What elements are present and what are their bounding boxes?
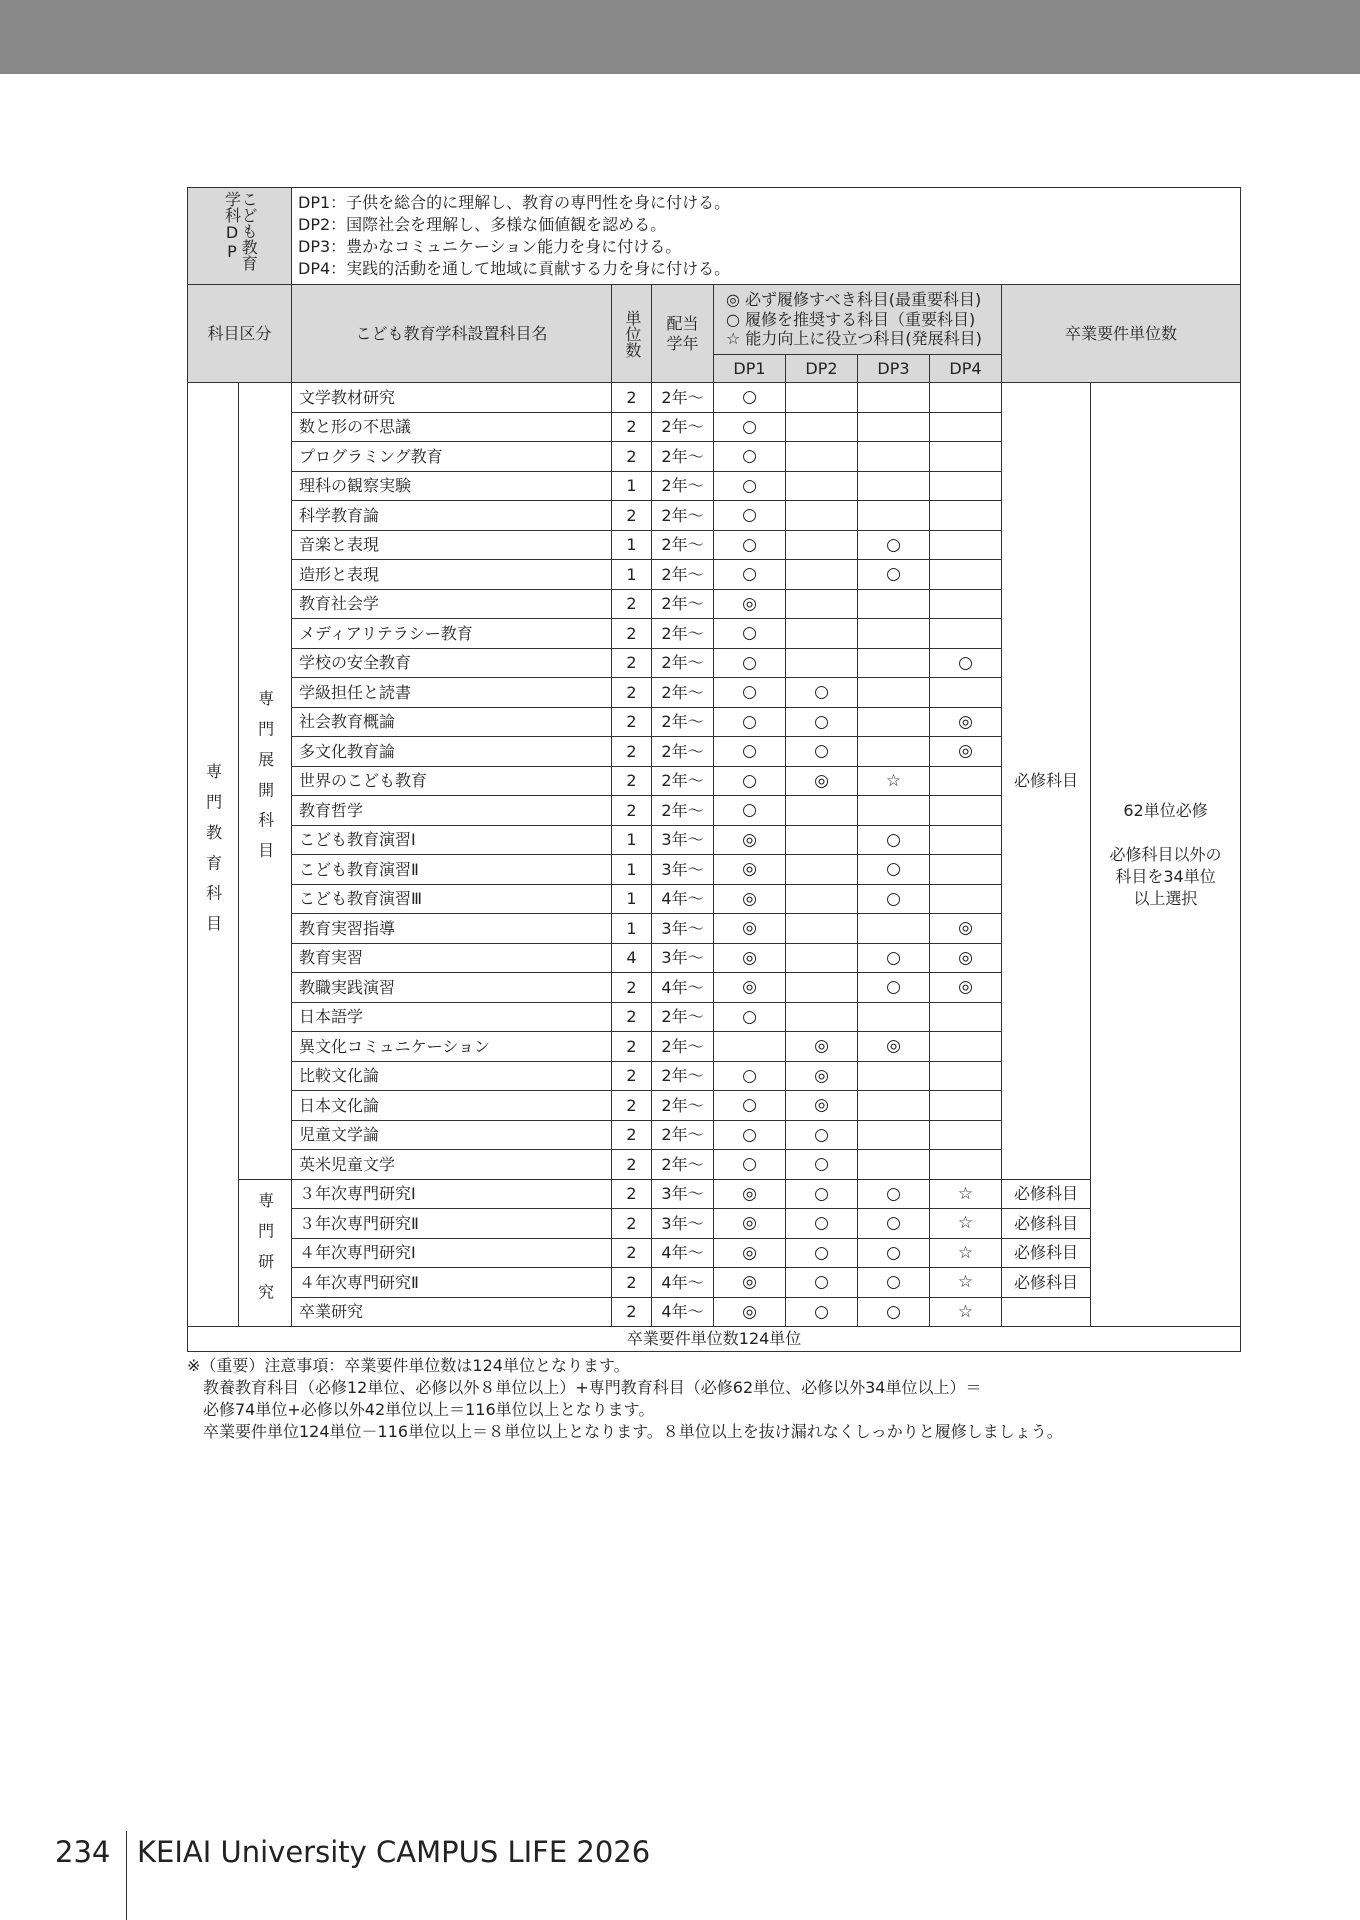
subject-credits: 2 bbox=[612, 412, 652, 442]
dp2-mark bbox=[786, 589, 858, 619]
legend-recommended: ○ 履修を推奨する科目（重要科目) bbox=[726, 309, 976, 329]
subject-year: 2年～ bbox=[652, 1091, 714, 1121]
table-row bbox=[188, 1238, 1241, 1268]
subject-year: 2年～ bbox=[652, 383, 714, 413]
dp4-mark bbox=[930, 1061, 1002, 1091]
total-spacer bbox=[1091, 822, 1240, 844]
subject-credits: 2 bbox=[612, 1297, 652, 1327]
group-a-requirement: 必修科目 bbox=[1002, 383, 1091, 1180]
subject-credits: 2 bbox=[612, 1120, 652, 1150]
subject-credits: 2 bbox=[612, 737, 652, 767]
table-row bbox=[188, 1297, 1241, 1327]
dp4-mark: ☆ bbox=[930, 1179, 1002, 1209]
dp4-mark: ◎ bbox=[930, 914, 1002, 944]
dp4-mark: ☆ bbox=[930, 1297, 1002, 1327]
legend-advanced: ☆ 能力向上に役立つ科目(発展科目) bbox=[726, 329, 982, 349]
dp3-mark bbox=[858, 1061, 930, 1091]
subject-credits: 2 bbox=[612, 973, 652, 1003]
dp3-mark: ○ bbox=[858, 973, 930, 1003]
subject-year: 4年～ bbox=[652, 884, 714, 914]
subject-name: 造形と表現 bbox=[292, 560, 612, 590]
subject-year: 3年～ bbox=[652, 825, 714, 855]
dp4-mark bbox=[930, 1120, 1002, 1150]
subject-year: 3年～ bbox=[652, 914, 714, 944]
total-line-2: 必修科目以外の bbox=[1109, 844, 1222, 864]
dp4-mark: ○ bbox=[930, 648, 1002, 678]
subject-year: 2年～ bbox=[652, 412, 714, 442]
subject-credits: 2 bbox=[612, 1179, 652, 1209]
dp3-mark bbox=[858, 1150, 930, 1180]
dp3-mark bbox=[858, 678, 930, 708]
dp1-mark: ○ bbox=[714, 1120, 786, 1150]
subject-name: こども教育演習Ⅰ bbox=[292, 825, 612, 855]
dp1-mark: ○ bbox=[714, 1002, 786, 1032]
subject-name: 文学教材研究 bbox=[292, 383, 612, 413]
subject-year: 2年～ bbox=[652, 589, 714, 619]
dp2-mark: ◎ bbox=[786, 1091, 858, 1121]
dp3-mark bbox=[858, 796, 930, 826]
dp1-mark: ◎ bbox=[714, 589, 786, 619]
dp2-mark: ○ bbox=[786, 707, 858, 737]
dp3-mark bbox=[858, 589, 930, 619]
dp2-mark bbox=[786, 442, 858, 472]
dp1-mark: ◎ bbox=[714, 1297, 786, 1327]
dp1-mark: ◎ bbox=[714, 943, 786, 973]
subject-credits: 1 bbox=[612, 914, 652, 944]
dp3-mark bbox=[858, 648, 930, 678]
subject-name: こども教育演習Ⅱ bbox=[292, 855, 612, 885]
dp3-mark: ○ bbox=[858, 825, 930, 855]
subject-name: 理科の観察実験 bbox=[292, 471, 612, 501]
subject-credits: 2 bbox=[612, 796, 652, 826]
dp1-mark: ◎ bbox=[714, 1209, 786, 1239]
top-header-bar bbox=[0, 0, 1360, 74]
dp4-mark: ◎ bbox=[930, 943, 1002, 973]
dp1-mark: ○ bbox=[714, 796, 786, 826]
subject-name: 教育哲学 bbox=[292, 796, 612, 826]
subject-name: ３年次専門研究Ⅱ bbox=[292, 1209, 612, 1239]
dp1-mark: ○ bbox=[714, 560, 786, 590]
dp3-mark bbox=[858, 707, 930, 737]
dp4-mark bbox=[930, 796, 1002, 826]
dp1-mark: ◎ bbox=[714, 1238, 786, 1268]
subject-credits: 1 bbox=[612, 471, 652, 501]
dp2-mark bbox=[786, 412, 858, 442]
category-group-b-text: 専門研究 bbox=[255, 1191, 275, 1314]
dp3-mark: ○ bbox=[858, 1297, 930, 1327]
subject-credits: 2 bbox=[612, 501, 652, 531]
subject-year: 2年～ bbox=[652, 648, 714, 678]
subject-name: ４年次専門研究Ⅰ bbox=[292, 1238, 612, 1268]
dp1-mark: ○ bbox=[714, 442, 786, 472]
dp3-mark: ○ bbox=[858, 855, 930, 885]
subject-year: 2年～ bbox=[652, 796, 714, 826]
dp3-mark: ☆ bbox=[858, 766, 930, 796]
dp4-mark bbox=[930, 589, 1002, 619]
dp2-mark: ○ bbox=[786, 1297, 858, 1327]
header-dp1: DP1 bbox=[714, 355, 786, 383]
subject-credits: 2 bbox=[612, 1061, 652, 1091]
total-line-3: 科目を34単位 bbox=[1115, 866, 1216, 886]
subject-credits: 2 bbox=[612, 1150, 652, 1180]
header-dp2: DP2 bbox=[786, 355, 858, 383]
subject-name: 教育実習指導 bbox=[292, 914, 612, 944]
header-category: 科目区分 bbox=[188, 285, 292, 383]
dp-item-4: DP4：実践的活動を通して地域に貢献する力を身に付ける。 bbox=[298, 259, 731, 278]
dp1-mark: ○ bbox=[714, 678, 786, 708]
dp4-mark: ◎ bbox=[930, 707, 1002, 737]
subject-credits: 2 bbox=[612, 1032, 652, 1062]
dp3-mark bbox=[858, 501, 930, 531]
subject-name: 多文化教育論 bbox=[292, 737, 612, 767]
dp2-mark: ○ bbox=[786, 1179, 858, 1209]
dp2-mark: ◎ bbox=[786, 1032, 858, 1062]
dp2-mark bbox=[786, 825, 858, 855]
header-legend bbox=[714, 285, 1002, 355]
subject-year: 2年～ bbox=[652, 707, 714, 737]
subject-credits: 4 bbox=[612, 943, 652, 973]
subject-year: 2年～ bbox=[652, 1120, 714, 1150]
dp2-mark bbox=[786, 943, 858, 973]
subject-year: 2年～ bbox=[652, 1002, 714, 1032]
subject-requirement bbox=[1002, 1297, 1091, 1327]
dp4-mark bbox=[930, 412, 1002, 442]
subject-credits: 2 bbox=[612, 1209, 652, 1239]
dp-row bbox=[188, 188, 1241, 285]
dp1-mark: ○ bbox=[714, 383, 786, 413]
subject-year: 4年～ bbox=[652, 1238, 714, 1268]
dp2-mark bbox=[786, 530, 858, 560]
note-line-4: 卒業要件単位124単位－116単位以上＝８単位以上となります。８単位以上を抜け漏れなくしっかりと履修しましょう。 bbox=[187, 1422, 1063, 1441]
dp4-mark bbox=[930, 383, 1002, 413]
dp2-mark: ○ bbox=[786, 678, 858, 708]
dp4-mark bbox=[930, 678, 1002, 708]
subject-requirement: 必修科目 bbox=[1002, 1268, 1091, 1298]
category-level1 bbox=[188, 383, 239, 1327]
subject-credits: 2 bbox=[612, 589, 652, 619]
subject-name: 学校の安全教育 bbox=[292, 648, 612, 678]
subject-name: 教職実践演習 bbox=[292, 973, 612, 1003]
subject-credits: 1 bbox=[612, 855, 652, 885]
subject-name: 教育実習 bbox=[292, 943, 612, 973]
dp-item-3: DP3：豊かなコミュニケーション能力を身に付ける。 bbox=[298, 237, 682, 256]
subject-name: 音楽と表現 bbox=[292, 530, 612, 560]
dp2-mark bbox=[786, 914, 858, 944]
dp3-mark bbox=[858, 1120, 930, 1150]
category-group-a bbox=[239, 383, 292, 1180]
dp2-mark bbox=[786, 973, 858, 1003]
subject-credits: 2 bbox=[612, 707, 652, 737]
header-year-text: 配当学年 bbox=[666, 313, 699, 353]
subject-year: 3年～ bbox=[652, 1209, 714, 1239]
dp1-mark: ◎ bbox=[714, 855, 786, 885]
subject-credits: 2 bbox=[612, 1091, 652, 1121]
dp-descriptions bbox=[292, 188, 1241, 285]
dp4-mark: ◎ bbox=[930, 973, 1002, 1003]
dp1-mark: ○ bbox=[714, 501, 786, 531]
dp4-mark bbox=[930, 442, 1002, 472]
dp3-mark: ○ bbox=[858, 943, 930, 973]
subject-year: 3年～ bbox=[652, 855, 714, 885]
subject-name: 数と形の不思議 bbox=[292, 412, 612, 442]
dp-section-label bbox=[188, 188, 292, 285]
subject-year: 4年～ bbox=[652, 973, 714, 1003]
subject-name: 日本文化論 bbox=[292, 1091, 612, 1121]
dp1-mark: ○ bbox=[714, 707, 786, 737]
dp1-mark: ○ bbox=[714, 1091, 786, 1121]
header-subject-name: こども教育学科設置科目名 bbox=[292, 285, 612, 383]
subject-credits: 2 bbox=[612, 648, 652, 678]
subject-year: 2年～ bbox=[652, 471, 714, 501]
dp1-mark: ○ bbox=[714, 766, 786, 796]
dp2-mark bbox=[786, 1002, 858, 1032]
subject-year: 2年～ bbox=[652, 619, 714, 649]
dp3-mark bbox=[858, 1002, 930, 1032]
subject-year: 2年～ bbox=[652, 678, 714, 708]
subject-year: 2年～ bbox=[652, 530, 714, 560]
dp4-mark bbox=[930, 471, 1002, 501]
header-graduation-credits: 卒業要件単位数 bbox=[1002, 285, 1241, 383]
subject-credits: 2 bbox=[612, 678, 652, 708]
subject-name: ４年次専門研究Ⅱ bbox=[292, 1268, 612, 1298]
header-dp3: DP3 bbox=[858, 355, 930, 383]
subject-credits: 2 bbox=[612, 766, 652, 796]
subject-credits: 2 bbox=[612, 1002, 652, 1032]
dp3-mark: ○ bbox=[858, 1179, 930, 1209]
subject-name: 日本語学 bbox=[292, 1002, 612, 1032]
subject-name: 教育社会学 bbox=[292, 589, 612, 619]
subject-name: 異文化コミュニケーション bbox=[292, 1032, 612, 1062]
dp4-mark: ☆ bbox=[930, 1238, 1002, 1268]
header-credits bbox=[612, 285, 652, 383]
total-row bbox=[188, 1327, 1241, 1352]
subject-credits: 2 bbox=[612, 1268, 652, 1298]
dp-item-2: DP2：国際社会を理解し、多様な価値観を認める。 bbox=[298, 215, 667, 234]
dp-label-text: こども教育学科DP bbox=[222, 191, 259, 271]
dp1-mark: ○ bbox=[714, 1061, 786, 1091]
subject-name: こども教育演習Ⅲ bbox=[292, 884, 612, 914]
dp2-mark: ○ bbox=[786, 1120, 858, 1150]
subject-requirement: 必修科目 bbox=[1002, 1179, 1091, 1209]
dp3-mark: ○ bbox=[858, 884, 930, 914]
dp1-mark: ○ bbox=[714, 530, 786, 560]
subject-year: 3年～ bbox=[652, 943, 714, 973]
dp1-mark: ○ bbox=[714, 471, 786, 501]
subject-year: 2年～ bbox=[652, 501, 714, 531]
subject-credits: 2 bbox=[612, 383, 652, 413]
subject-credits: 1 bbox=[612, 884, 652, 914]
total-requirement bbox=[1091, 383, 1241, 1327]
dp4-mark: ☆ bbox=[930, 1209, 1002, 1239]
dp2-mark bbox=[786, 501, 858, 531]
subject-name: 英米児童文学 bbox=[292, 1150, 612, 1180]
page-number: 234 bbox=[55, 1835, 111, 1869]
subject-credits: 2 bbox=[612, 442, 652, 472]
dp1-mark: ○ bbox=[714, 1150, 786, 1180]
table-row bbox=[188, 1179, 1241, 1209]
subject-name: メディアリテラシー教育 bbox=[292, 619, 612, 649]
dp1-mark: ○ bbox=[714, 737, 786, 767]
dp1-mark: ◎ bbox=[714, 973, 786, 1003]
category-group-a-text: 専門展開科目 bbox=[255, 689, 275, 872]
subject-name: 世界のこども教育 bbox=[292, 766, 612, 796]
table-row bbox=[188, 1209, 1241, 1239]
dp3-mark bbox=[858, 412, 930, 442]
legend-required: ◎ 必ず履修すべき科目(最重要科目) bbox=[726, 290, 982, 310]
dp2-mark bbox=[786, 648, 858, 678]
dp-item-1: DP1：子供を総合的に理解し、教育の専門性を身に付ける。 bbox=[298, 193, 731, 212]
dp2-mark: ○ bbox=[786, 1209, 858, 1239]
dp2-mark bbox=[786, 560, 858, 590]
subject-year: 2年～ bbox=[652, 737, 714, 767]
subject-year: 3年～ bbox=[652, 1179, 714, 1209]
dp3-mark: ◎ bbox=[858, 1032, 930, 1062]
dp4-mark bbox=[930, 766, 1002, 796]
subject-credits: 1 bbox=[612, 560, 652, 590]
dp4-mark: ◎ bbox=[930, 737, 1002, 767]
dp2-mark: ○ bbox=[786, 737, 858, 767]
dp4-mark bbox=[930, 1032, 1002, 1062]
curriculum-table bbox=[187, 187, 1241, 1352]
total-line-4: 以上選択 bbox=[1133, 888, 1198, 908]
notes bbox=[187, 1355, 1063, 1443]
subject-name: 社会教育概論 bbox=[292, 707, 612, 737]
dp4-mark bbox=[930, 530, 1002, 560]
dp1-mark bbox=[714, 1032, 786, 1062]
dp2-mark: ○ bbox=[786, 1238, 858, 1268]
subject-name: 科学教育論 bbox=[292, 501, 612, 531]
dp2-mark bbox=[786, 383, 858, 413]
total-line-1: 62単位必修 bbox=[1123, 800, 1208, 820]
subject-year: 2年～ bbox=[652, 766, 714, 796]
header-credits-text: 単位数 bbox=[622, 309, 642, 358]
subject-name: 比較文化論 bbox=[292, 1061, 612, 1091]
dp1-mark: ○ bbox=[714, 648, 786, 678]
subject-year: 2年～ bbox=[652, 1150, 714, 1180]
dp3-mark: ○ bbox=[858, 1268, 930, 1298]
subject-name: 児童文学論 bbox=[292, 1120, 612, 1150]
dp1-mark: ◎ bbox=[714, 884, 786, 914]
dp2-mark bbox=[786, 796, 858, 826]
subject-name: プログラミング教育 bbox=[292, 442, 612, 472]
subject-name: ３年次専門研究Ⅰ bbox=[292, 1179, 612, 1209]
subject-year: 2年～ bbox=[652, 1032, 714, 1062]
dp3-mark: ○ bbox=[858, 1209, 930, 1239]
subject-year: 2年～ bbox=[652, 560, 714, 590]
header-row-1 bbox=[188, 285, 1241, 355]
category-group-b bbox=[239, 1179, 292, 1327]
dp1-mark: ◎ bbox=[714, 825, 786, 855]
note-line-2: 教養教育科目（必修12単位、必修以外８単位以上）+専門教育科目（必修62単位、必修以外34単位以上）＝ bbox=[187, 1378, 982, 1397]
subject-credits: 2 bbox=[612, 619, 652, 649]
dp1-mark: ◎ bbox=[714, 1268, 786, 1298]
dp3-mark: ○ bbox=[858, 1238, 930, 1268]
dp3-mark: ○ bbox=[858, 560, 930, 590]
dp4-mark bbox=[930, 1091, 1002, 1121]
subject-year: 4年～ bbox=[652, 1268, 714, 1298]
dp1-mark: ◎ bbox=[714, 914, 786, 944]
footer-title: KEIAI University CAMPUS LIFE 2026 bbox=[137, 1835, 651, 1869]
header-year bbox=[652, 285, 714, 383]
dp3-mark: ○ bbox=[858, 530, 930, 560]
dp4-mark bbox=[930, 501, 1002, 531]
subject-name: 学級担任と読書 bbox=[292, 678, 612, 708]
dp3-mark bbox=[858, 471, 930, 501]
dp2-mark: ○ bbox=[786, 1268, 858, 1298]
dp2-mark: ◎ bbox=[786, 766, 858, 796]
dp3-mark bbox=[858, 914, 930, 944]
dp2-mark: ○ bbox=[786, 1150, 858, 1180]
dp1-mark: ○ bbox=[714, 619, 786, 649]
dp4-mark bbox=[930, 855, 1002, 885]
dp2-mark: ◎ bbox=[786, 1061, 858, 1091]
dp2-mark bbox=[786, 884, 858, 914]
subject-year: 2年～ bbox=[652, 1061, 714, 1091]
subject-credits: 1 bbox=[612, 530, 652, 560]
dp1-mark: ◎ bbox=[714, 1179, 786, 1209]
dp2-mark bbox=[786, 619, 858, 649]
dp4-mark: ☆ bbox=[930, 1268, 1002, 1298]
dp3-mark bbox=[858, 442, 930, 472]
subject-credits: 1 bbox=[612, 825, 652, 855]
header-dp4: DP4 bbox=[930, 355, 1002, 383]
subject-requirement: 必修科目 bbox=[1002, 1238, 1091, 1268]
note-line-3: 必修74単位+必修以外42単位以上＝116単位以上となります。 bbox=[187, 1400, 655, 1419]
dp4-mark bbox=[930, 560, 1002, 590]
subject-year: 4年～ bbox=[652, 1297, 714, 1327]
note-line-1: ※（重要）注意事項：卒業要件単位数は124単位となります。 bbox=[187, 1356, 630, 1375]
dp1-mark: ○ bbox=[714, 412, 786, 442]
dp2-mark bbox=[786, 855, 858, 885]
dp3-mark bbox=[858, 1091, 930, 1121]
footer-divider bbox=[126, 1831, 127, 1920]
dp4-mark bbox=[930, 884, 1002, 914]
dp4-mark bbox=[930, 1150, 1002, 1180]
category-level1-text: 専門教育科目 bbox=[203, 763, 223, 946]
dp4-mark bbox=[930, 619, 1002, 649]
dp4-mark bbox=[930, 825, 1002, 855]
dp3-mark bbox=[858, 737, 930, 767]
subject-credits: 2 bbox=[612, 1238, 652, 1268]
dp4-mark bbox=[930, 1002, 1002, 1032]
total-credits: 卒業要件単位数124単位 bbox=[188, 1327, 1241, 1352]
table-row bbox=[188, 1268, 1241, 1298]
subject-requirement: 必修科目 bbox=[1002, 1209, 1091, 1239]
dp3-mark bbox=[858, 619, 930, 649]
subject-name: 卒業研究 bbox=[292, 1297, 612, 1327]
dp3-mark bbox=[858, 383, 930, 413]
dp2-mark bbox=[786, 471, 858, 501]
subject-year: 2年～ bbox=[652, 442, 714, 472]
table-row bbox=[188, 383, 1241, 413]
